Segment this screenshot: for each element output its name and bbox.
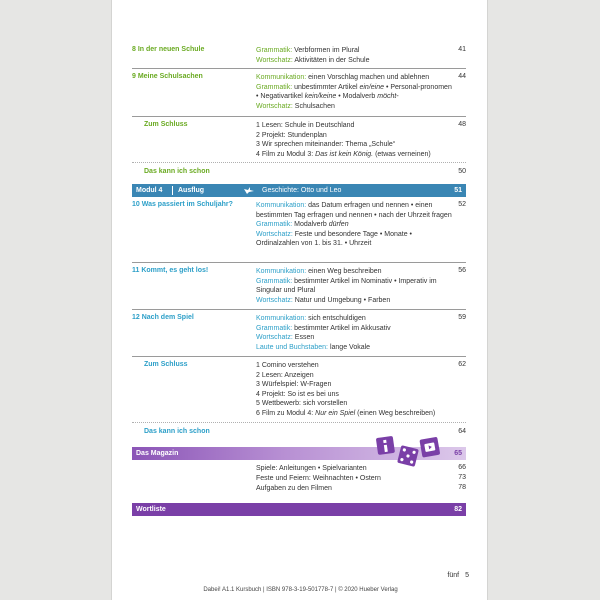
modul-title: Ausflug <box>178 187 205 194</box>
separator <box>132 422 466 423</box>
page-digit: 5 <box>465 572 469 579</box>
section-title: Zum Schluss <box>144 121 188 128</box>
bird-icon <box>244 187 254 194</box>
page-number: 64 <box>458 428 466 435</box>
lesson-title: 9 Meine Schulsachen <box>132 73 203 80</box>
lesson-title: 11 Kommt, es geht los! <box>132 267 209 274</box>
page-number: 50 <box>458 168 466 175</box>
lesson-description: Kommunikation: einen Weg beschreiben Grammatik: bestimmter Artikel im Nominativ • Imperativ im Singular und Plural Wortschatz: Natur und Umgebung • Farben <box>256 268 437 304</box>
page-number: 56 <box>458 267 466 274</box>
lesson-title: 10 Was passiert im Schuljahr? <box>132 201 233 208</box>
modul-story: Geschichte: Otto und Leo <box>262 187 342 194</box>
page-name: fünf <box>447 572 460 579</box>
page-number: 41 <box>458 46 466 53</box>
magazin-item-text: Aufgaben zu den Filmen <box>256 485 332 492</box>
wortliste-label: Wortliste <box>136 506 166 513</box>
section-title: Zum Schluss <box>144 361 188 368</box>
separator <box>132 309 466 310</box>
lesson-title: 8 In der neuen Schule <box>132 46 205 53</box>
magazin-label: Das Magazin <box>136 450 179 457</box>
section-title: Das kann ich schon <box>144 428 210 435</box>
game-cubes-icon <box>375 434 441 468</box>
page-number: 82 <box>454 506 462 513</box>
page-number: 48 <box>458 121 466 128</box>
divider <box>172 186 173 195</box>
imprint: Dabei! A1.1 Kursbuch | ISBN 978-3-19-501778-7 | © 2020 Hueber Verlag <box>203 587 398 593</box>
page-number: 73 <box>458 474 466 481</box>
page-number: 78 <box>458 484 466 491</box>
separator <box>132 68 466 69</box>
lesson-description: Kommunikation: das Datum erfragen und nennen • einen bestimmten Tag erfragen und nennen • nach der Uhrzeit fragen Grammatik: Modalverb dürfen Wortschatz: Feste und besondere Tage • Monate • Ordinalzahlen von 1. bis 31. • Uhrzeit <box>256 202 452 247</box>
magazin-item-text: Feste und Feiern: Weihnachten • Ostern <box>256 475 381 482</box>
page-number: 65 <box>454 450 462 457</box>
page-number: 51 <box>454 187 462 194</box>
toc-page <box>111 0 488 600</box>
separator <box>132 116 466 117</box>
separator <box>132 356 466 357</box>
page-number: 44 <box>458 73 466 80</box>
section-title: Das kann ich schon <box>144 168 210 175</box>
lesson-description: Kommunikation: einen Vorschlag machen und ablehnen Grammatik: unbestimmter Artikel ein/eine • Personal-pronomen • Negativartikel kein/keine • Modalverb möcht- Wortschatz: Schulsachen <box>256 74 452 110</box>
page-number: 52 <box>458 201 466 208</box>
page-number: 62 <box>458 361 466 368</box>
modul-4-band[interactable] <box>132 184 466 197</box>
section-items: 1 Lesen: Schule in Deutschland 2 Projekt: Stundenplan 3 Wir sprechen miteinander: Thema „Schule“ 4 Film zu Modul 3: Das ist kein König. (etwas verneinen) <box>256 122 431 158</box>
page-number: 59 <box>458 314 466 321</box>
magazin-item-text: Spiele: Anleitungen • Spielvarianten <box>256 465 367 472</box>
section-items: 1 Comino verstehen 2 Lesen: Anzeigen 3 Würfelspiel: W-Fragen 4 Projekt: So ist es bei uns 5 Wettbewerb: sich vorstellen 6 Film zu Modul 4: Nur ein Spiel (einen Weg beschreiben) <box>256 362 436 417</box>
page-number: 66 <box>458 464 466 471</box>
lesson-description: Grammatik: Verbformen im Plural Wortschatz: Aktivitäten in der Schule <box>256 47 370 64</box>
wortliste-band[interactable] <box>132 503 466 516</box>
lesson-title: 12 Nach dem Spiel <box>132 314 194 321</box>
modul-label: Modul 4 <box>136 187 163 194</box>
separator <box>132 162 466 163</box>
separator <box>132 262 466 263</box>
lesson-description: Kommunikation: sich entschuldigen Grammatik: bestimmter Artikel im Akkusativ Wortschatz: Essen Laute und Buchstaben: lange Vokale <box>256 315 391 351</box>
page-number-footer <box>447 572 469 579</box>
